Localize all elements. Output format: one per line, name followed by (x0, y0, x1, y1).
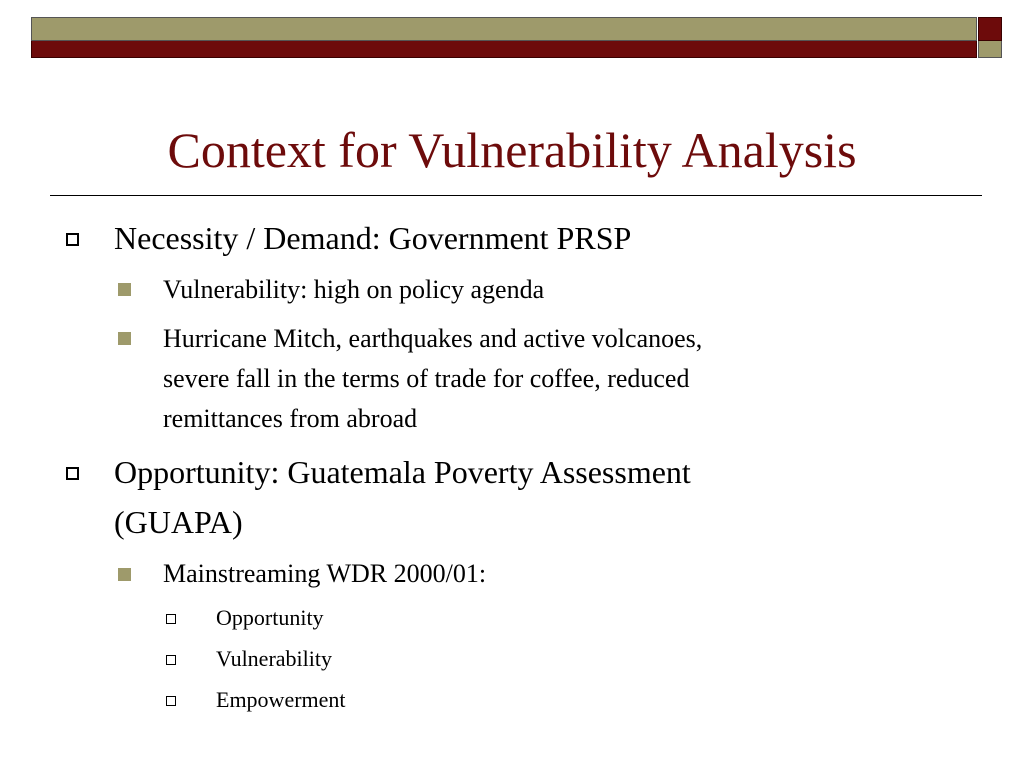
bullet-vulnerability-high: Vulnerability: high on policy agenda (163, 275, 545, 304)
sub-bullet-vulnerability: Vulnerability (216, 646, 332, 671)
sub-bullet-opportunity: Opportunity (216, 605, 324, 630)
slide-title: Context for Vulnerability Analysis (167, 122, 857, 178)
bullet-necessity: Necessity / Demand: Government PRSP (114, 220, 632, 256)
sub-bullet-empowerment: Empowerment (216, 687, 346, 712)
title-divider (50, 195, 982, 196)
small-hollow-square-bullet-icon (166, 614, 176, 624)
filled-square-bullet-icon (118, 332, 131, 345)
filled-square-bullet-icon (118, 283, 131, 296)
bullet-hurricane-line1: Hurricane Mitch, earthquakes and active volcanoes, (163, 324, 703, 353)
small-hollow-square-bullet-icon (166, 655, 176, 665)
header-bar-maroon (31, 41, 977, 58)
bullet-opportunity-line1: Opportunity: Guatemala Poverty Assessment (114, 454, 691, 490)
bullet-hurricane-line2: severe fall in the terms of trade for coffee, reduced (163, 364, 690, 393)
bullet-mainstreaming: Mainstreaming WDR 2000/01: (163, 559, 487, 588)
bullet-opportunity-line2: (GUAPA) (114, 504, 243, 540)
header-bar-olive (31, 17, 977, 41)
hollow-square-bullet-icon (66, 467, 79, 480)
header-square-olive (978, 41, 1002, 58)
filled-square-bullet-icon (118, 568, 131, 581)
bullet-hurricane-line3: remittances from abroad (163, 404, 418, 433)
header-square-maroon (978, 17, 1002, 41)
hollow-square-bullet-icon (66, 233, 79, 246)
small-hollow-square-bullet-icon (166, 696, 176, 706)
